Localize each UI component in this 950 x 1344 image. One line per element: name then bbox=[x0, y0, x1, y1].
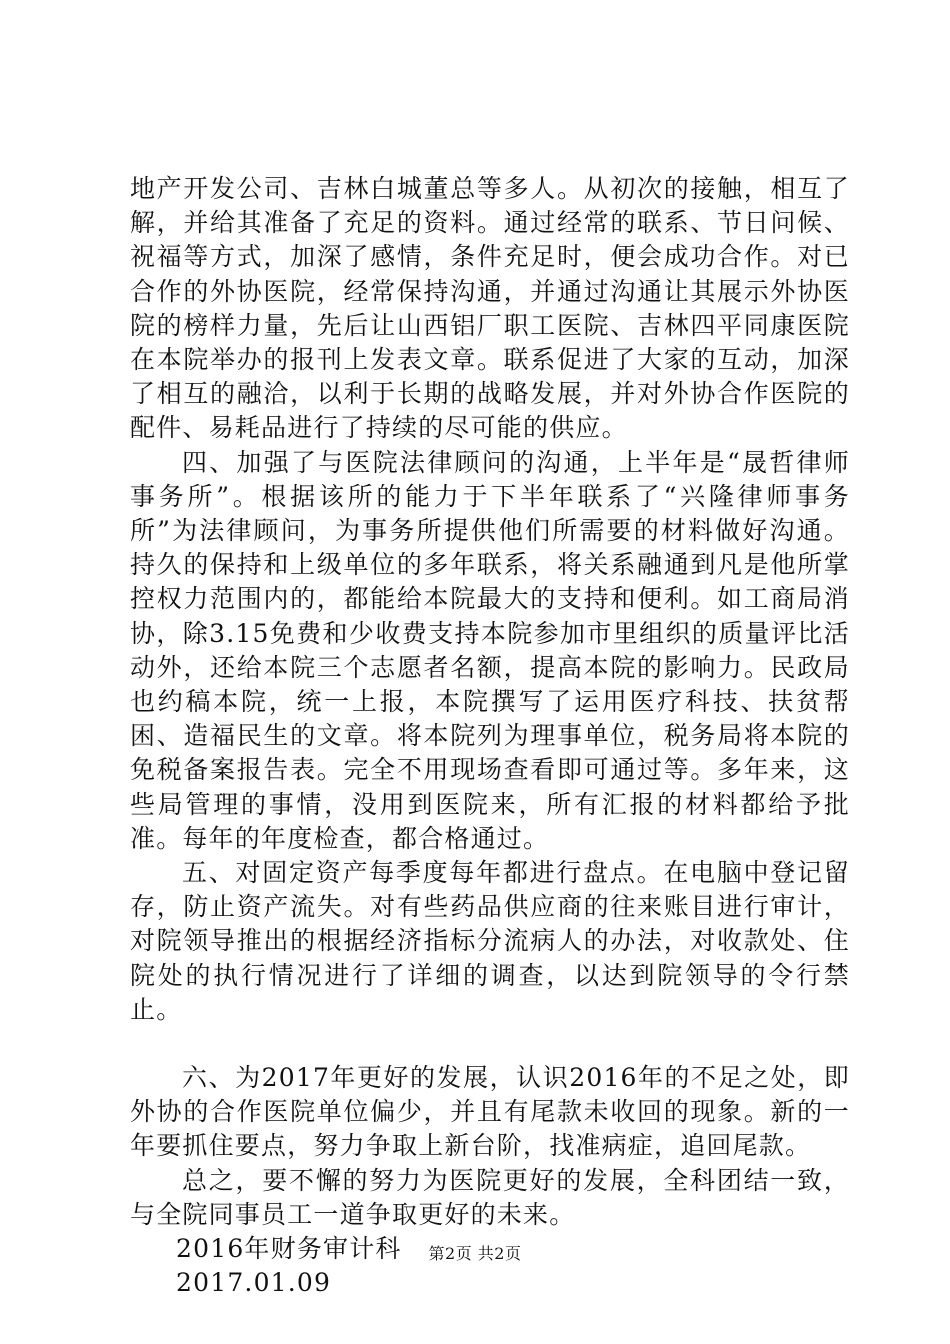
signature-date: 2017.01.09 bbox=[176, 1268, 332, 1298]
document-body bbox=[130, 172, 850, 1301]
paragraph-conclusion: 总之，要不懈的努力为医院更好的发展，全科团结一致，与全院同事员工一道争取更好的未来。 bbox=[130, 1165, 850, 1229]
paragraph-continuation: 地产开发公司、吉林白城董总等多人。从初次的接触，相互了解，并给其准备了充足的资料。通过经常的联系、节日问候、祝福等方式，加深了感情，条件充足时，便会成功合作。对已合作的外协医院，经常保持沟通，并通过沟通让其展示外协医院的榜样力量，先后让山西铝厂职工医院、吉林四平同康医院在本院举办的报刊上发表文章。联系促进了大家的互动，加深了相互的融洽，以利于长期的战略发展，并对外协合作医院的配件、易耗品进行了持续的尽可能的供应。 bbox=[130, 174, 850, 443]
paragraph-section-4: 四、加强了与医院法律顾问的沟通，上半年是“晟哲律师事务所”。根据该所的能力于下半年联系了“兴隆律师事务所”为法律顾问，为事务所提供他们所需要的材料做好沟通。持久的保持和上级单位的多年联系，将关系融通到凡是他所掌控权力范围内的，都能给本院最大的支持和便利。如工商局消协，除3.15免费和少收费支持本院参加市里组织的质量评比活动外，还给本院三个志愿者名额，提高本院的影响力。民政局也约稿本院，统一上报，本院撰写了运用医疗科技、扶贫帮困、造福民生的文章。将本院列为理事单位，税务局将本院的免税备案报告表。完全不用现场查看即可通过等。多年来，这些局管理的事情，没用到医院来，所有汇报的材料都给予批准。每年的年度检查，都合格通过。 bbox=[130, 447, 850, 853]
paragraph-section-6: 六、为2017年更好的发展，认识2016年的不足之处，即外协的合作医院单位偏少，并且有尾款未收回的现象。新的一年要抓住要点，努力争取上新台阶，找准病症，追回尾款。 bbox=[130, 1063, 850, 1161]
signature-department: 2016年财务审计科 bbox=[176, 1234, 402, 1264]
paragraph-section-5: 五、对固定资产每季度每年都进行盘点。在电脑中登记留存，防止资产流失。对有些药品供应商的往来账目进行审计，对院领导推出的根据经济指标分流病人的办法，对收款处、住院处的执行情况进行了详细的调查，以达到院领导的令行禁止。 bbox=[130, 858, 850, 1024]
page-footer: 第2页 共2页 bbox=[428, 1244, 522, 1263]
